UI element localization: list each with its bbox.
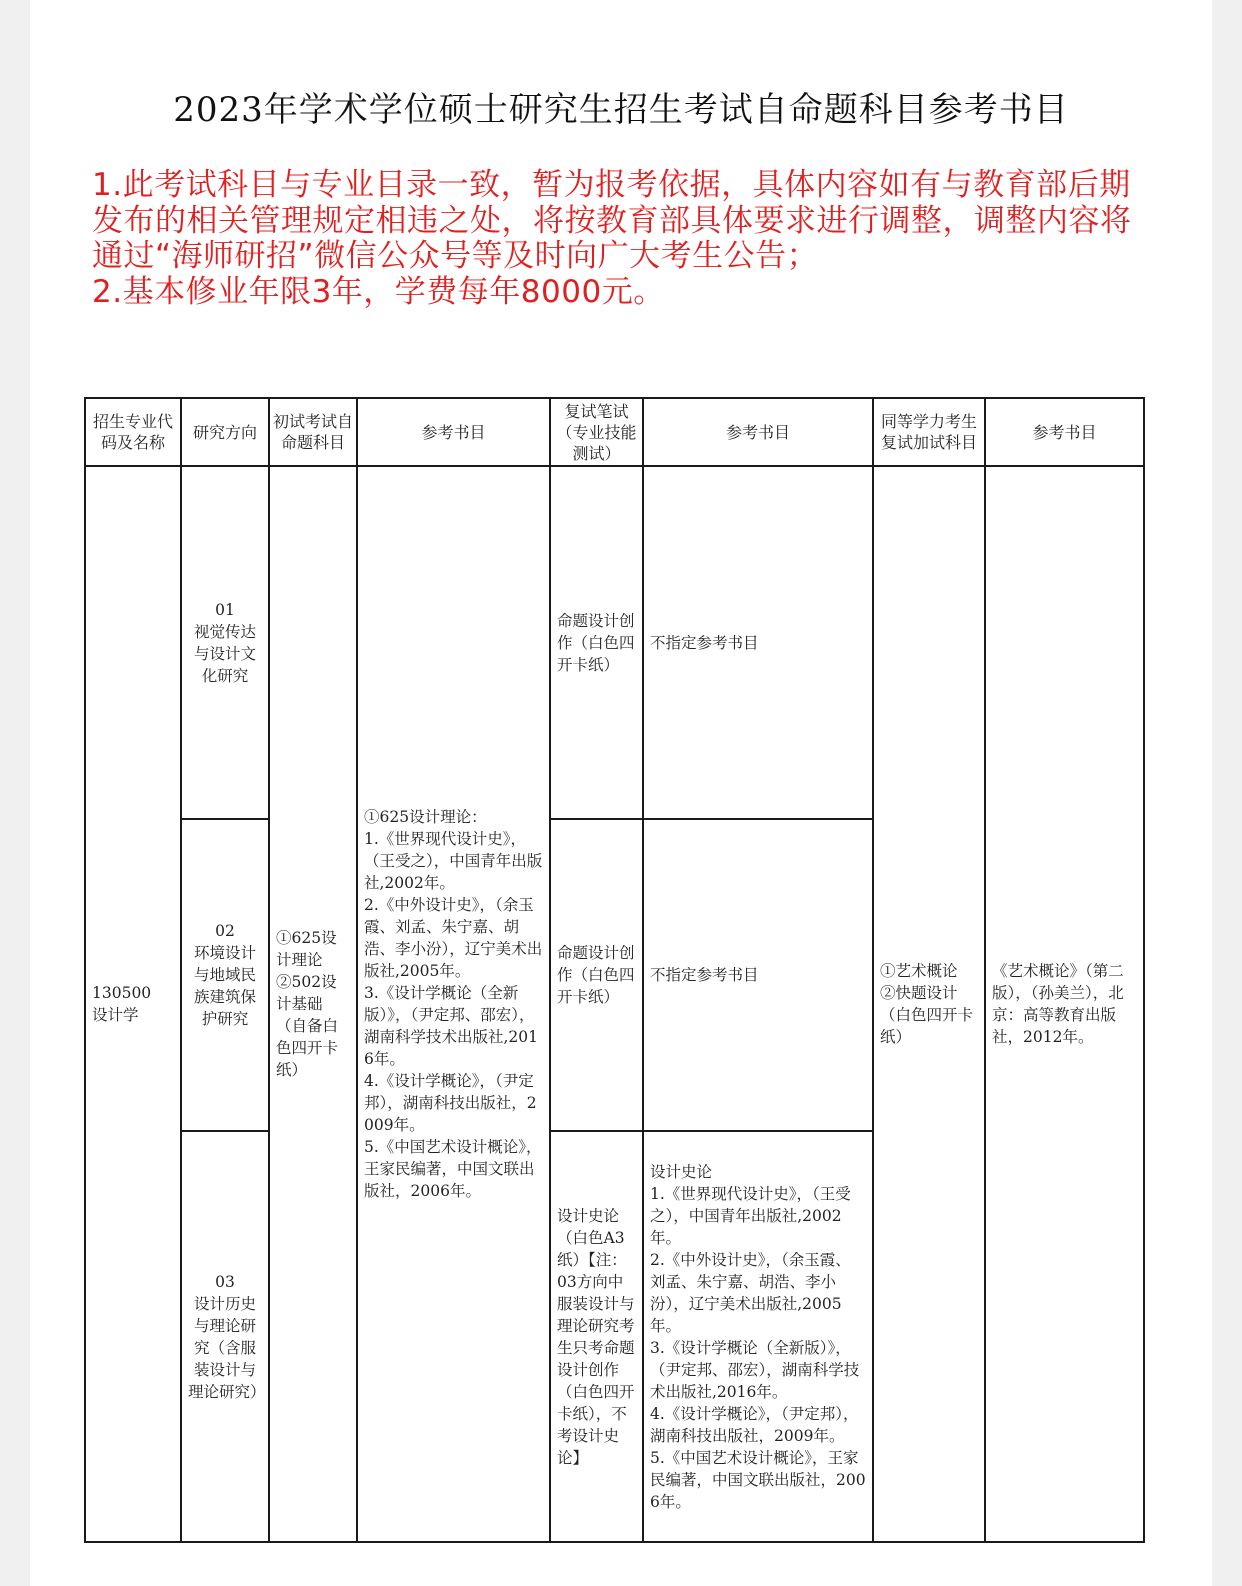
direction-name: 视觉传达与设计文化研究: [193, 622, 256, 685]
header-equivalent-subject: 同等学力考生复试加试科目: [873, 398, 985, 466]
retest-written-cell: 设计史论（白色A3纸）【注：03方向中服装设计与理论研究考生只考命题设计创作（白色四开卡纸），不考设计史论】: [550, 1131, 643, 1542]
header-equivalent-books: 参考书目: [985, 398, 1144, 466]
retest-written-cell: 命题设计创作（白色四开卡纸）: [550, 466, 643, 819]
initial-subject-cell: ①625设计理论 ②502设计基础（自备白色四开卡纸）: [269, 466, 357, 1542]
reference-book-table: [84, 397, 1145, 1543]
direction-code: 03: [215, 1272, 235, 1291]
direction-cell: [181, 819, 269, 1131]
initial-books-cell: ①625设计理论： 1.《世界现代设计史》，（王受之），中国青年出版社,2002年。 2.《中外设计史》，（余玉霞、刘孟、朱宁嘉、胡浩、李小汾），辽宁美术出版社,2005年。 3.《设计学概论（全新版）》，（尹定邦、邵宏），湖南科学技术出版社,2016年。 4.《设计学概论》，（尹定邦），湖南科技出版社，2009年。 5.《中国艺术设计概论》，王家民编著，中国文联出版社，2006年。: [357, 466, 550, 1542]
major-cell: [85, 466, 181, 1542]
header-initial-subject: 初试考试自命题科目: [269, 398, 357, 466]
document-title: 2023年学术学位硕士研究生招生考试自命题科目参考书目: [173, 90, 1069, 130]
direction-cell: [181, 466, 269, 819]
direction-code: 02: [215, 922, 235, 940]
notice-item-1: 1.此考试科目与专业目录一致，暂为报考依据，具体内容如有与教育部后期发布的相关管理规定相违之处，将按教育部具体要求进行调整，调整内容将通过“海师研招”微信公众号等及时向广大考生公告；: [92, 167, 1132, 274]
direction-name: 设计历史与理论研究（含服装设计与理论研究）: [188, 1294, 266, 1401]
direction-name: 环境设计与地域民族建筑保护研究: [193, 944, 256, 1028]
major-code: 130500: [92, 984, 152, 1002]
table-header-row: [85, 398, 1144, 466]
retest-books-cell: 不指定参考书目: [643, 819, 873, 1131]
equivalent-books-cell: 《艺术概论》（第二版），（孙美兰），北京：高等教育出版社，2012年。: [985, 466, 1144, 1542]
retest-written-cell: 命题设计创作（白色四开卡纸）: [550, 819, 643, 1131]
direction-code: 01: [215, 600, 235, 619]
notice-item-2: 2.基本修业年限3年，学费每年8000元。: [92, 273, 665, 310]
header-major: 招生专业代码及名称: [85, 398, 181, 466]
notice-block: [92, 168, 1132, 310]
header-direction: 研究方向: [181, 398, 269, 466]
header-initial-books: 参考书目: [357, 398, 550, 466]
table-row: [85, 466, 1144, 819]
header-retest-written: 复试笔试（专业技能测试）: [550, 398, 643, 466]
direction-cell: [181, 1131, 269, 1542]
retest-books-cell: 不指定参考书目: [643, 466, 873, 819]
equivalent-subject-cell: ①艺术概论 ②快题设计（白色四开卡纸）: [873, 466, 985, 1542]
retest-books-cell: 设计史论 1.《世界现代设计史》，（王受之），中国青年出版社,2002年。 2.《中外设计史》，（余玉霞、刘孟、朱宁嘉、胡浩、李小汾），辽宁美术出版社,2005年。 3.《设计学概论（全新版）》，（尹定邦、邵宏），湖南科学技术出版社,2016年。 4.《设计学概论》，（尹定邦），湖南科技出版社，2009年。 5.《中国艺术设计概论》，王家民编著，中国文联出版社，2006年。: [643, 1131, 873, 1542]
major-name: 设计学: [92, 1006, 139, 1024]
header-retest-books: 参考书目: [643, 398, 873, 466]
